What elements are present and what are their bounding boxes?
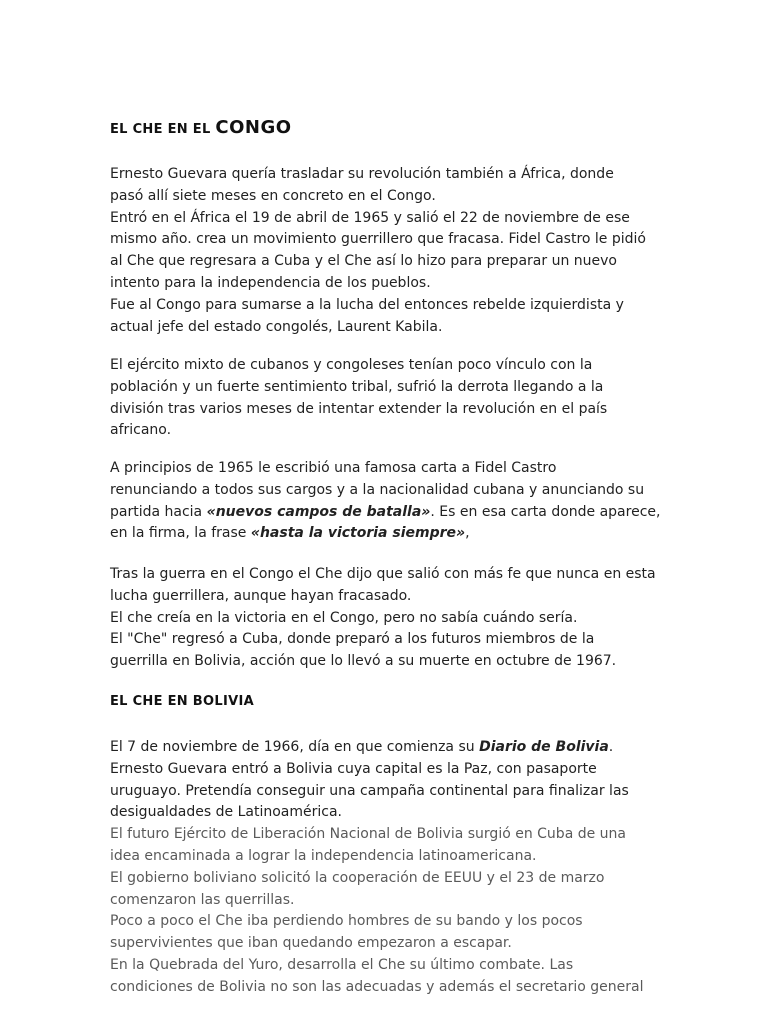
section-heading-congo	[110, 117, 292, 138]
paragraph-after-congo	[110, 564, 670, 673]
text-line: idea encaminada a lograr la independencia latinoamericana.	[110, 847, 537, 864]
text-line: Ernesto Guevara entró a Bolivia cuya capital es la Paz, con pasaporte	[110, 760, 597, 777]
text-line: división tras varios meses de intentar extender la revolución en el país	[110, 400, 608, 417]
text-run: El 7 de noviembre de 1966, día en que comienza su	[110, 739, 480, 755]
quote-hasta-la-victoria: «hasta la victoria siempre»	[250, 525, 466, 542]
text-run: ,	[465, 525, 470, 542]
text-line: A principios de 1965 le escribió una famosa carta a Fidel Castro	[110, 460, 557, 476]
text-line: guerrilla en Bolivia, acción que lo llevó a su muerte en octubre de 1967.	[110, 653, 617, 670]
heading-congo-word: CONGO	[215, 117, 292, 138]
text-line: población y un fuerte sentimiento tribal, sufrió la derrota llegando a la	[110, 378, 604, 395]
text-line: uruguayo. Pretendía conseguir una campaña continental para finalizar las	[110, 782, 629, 799]
text-line: Fue al Congo para sumarse a la lucha del entonces rebelde izquierdista y	[110, 296, 624, 313]
text-run: . Es en esa carta donde aparece,	[430, 503, 661, 520]
text-line: intento para la independencia de los pueblos.	[110, 274, 431, 291]
text-line: africano.	[110, 422, 172, 439]
paragraph-letter-fidel	[110, 458, 670, 545]
text-line: lucha guerrillera, aunque hayan fracasado.	[110, 587, 412, 604]
text-line	[110, 502, 670, 524]
text-line: Poco a poco el Che iba perdiendo hombres de su bando y los pocos	[110, 913, 583, 930]
text-run: .	[608, 739, 614, 755]
text-line: El gobierno boliviano solicitó la cooperación de EEUU y el 23 de marzo	[110, 869, 605, 886]
text-line: El ejército mixto de cubanos y congoleses tenían poco vínculo con la	[110, 357, 593, 373]
text-line: pasó allí siete meses en concreto en el Congo.	[110, 187, 436, 204]
text-line: desigualdades de Latinoamérica.	[110, 804, 342, 821]
text-line: renunciando a todos sus cargos y a la nacionalidad cubana y anunciando su	[110, 481, 645, 498]
paragraph-congo-intro	[110, 164, 670, 338]
text-line: supervivientes que iban quedando empezaron a escapar.	[110, 935, 512, 952]
text-line: El che creía en la victoria en el Congo, pero no sabía cuándo sería.	[110, 609, 578, 626]
text-run: en la firma, la frase	[110, 525, 251, 542]
section-heading-bolivia: EL CHE EN BOLIVIA	[110, 694, 254, 709]
text-line: comenzaron las querrillas.	[110, 891, 295, 908]
text-line	[110, 523, 670, 545]
text-line: Entró en el África el 19 de abril de 1965 y salió el 22 de noviembre de ese	[110, 209, 630, 226]
text-line: actual jefe del estado congolés, Laurent Kabila.	[110, 318, 443, 335]
text-line: El futuro Ejército de Liberación Nacional de Bolivia surgió en Cuba de una	[110, 826, 626, 843]
title-diario-de-bolivia: Diario de Bolivia	[479, 739, 609, 755]
text-line: El "Che" regresó a Cuba, donde preparó a los futuros miembros de la	[110, 631, 595, 648]
heading-prefix: EL CHE EN EL	[110, 122, 216, 137]
text-line: Ernesto Guevara quería trasladar su revolución también a África, donde	[110, 166, 614, 182]
quote-nuevos-campos: «nuevos campos de batalla»	[206, 503, 431, 520]
text-line: condiciones de Bolivia no son las adecuadas y además el secretario general	[110, 978, 644, 995]
text-line: En la Quebrada del Yuro, desarrolla el Che su último combate. Las	[110, 956, 574, 973]
paragraph-congo-army	[110, 355, 670, 442]
text-line: mismo año. crea un movimiento guerrillero que fracasa. Fidel Castro le pidió	[110, 231, 646, 248]
text-run: partida hacia	[110, 503, 207, 520]
paragraph-bolivia	[110, 737, 670, 999]
text-line: al Che que regresara a Cuba y el Che así lo hizo para preparar un nuevo	[110, 253, 617, 270]
text-line: Tras la guerra en el Congo el Che dijo que salió con más fe que nunca en esta	[110, 566, 656, 582]
text-line	[110, 737, 670, 759]
